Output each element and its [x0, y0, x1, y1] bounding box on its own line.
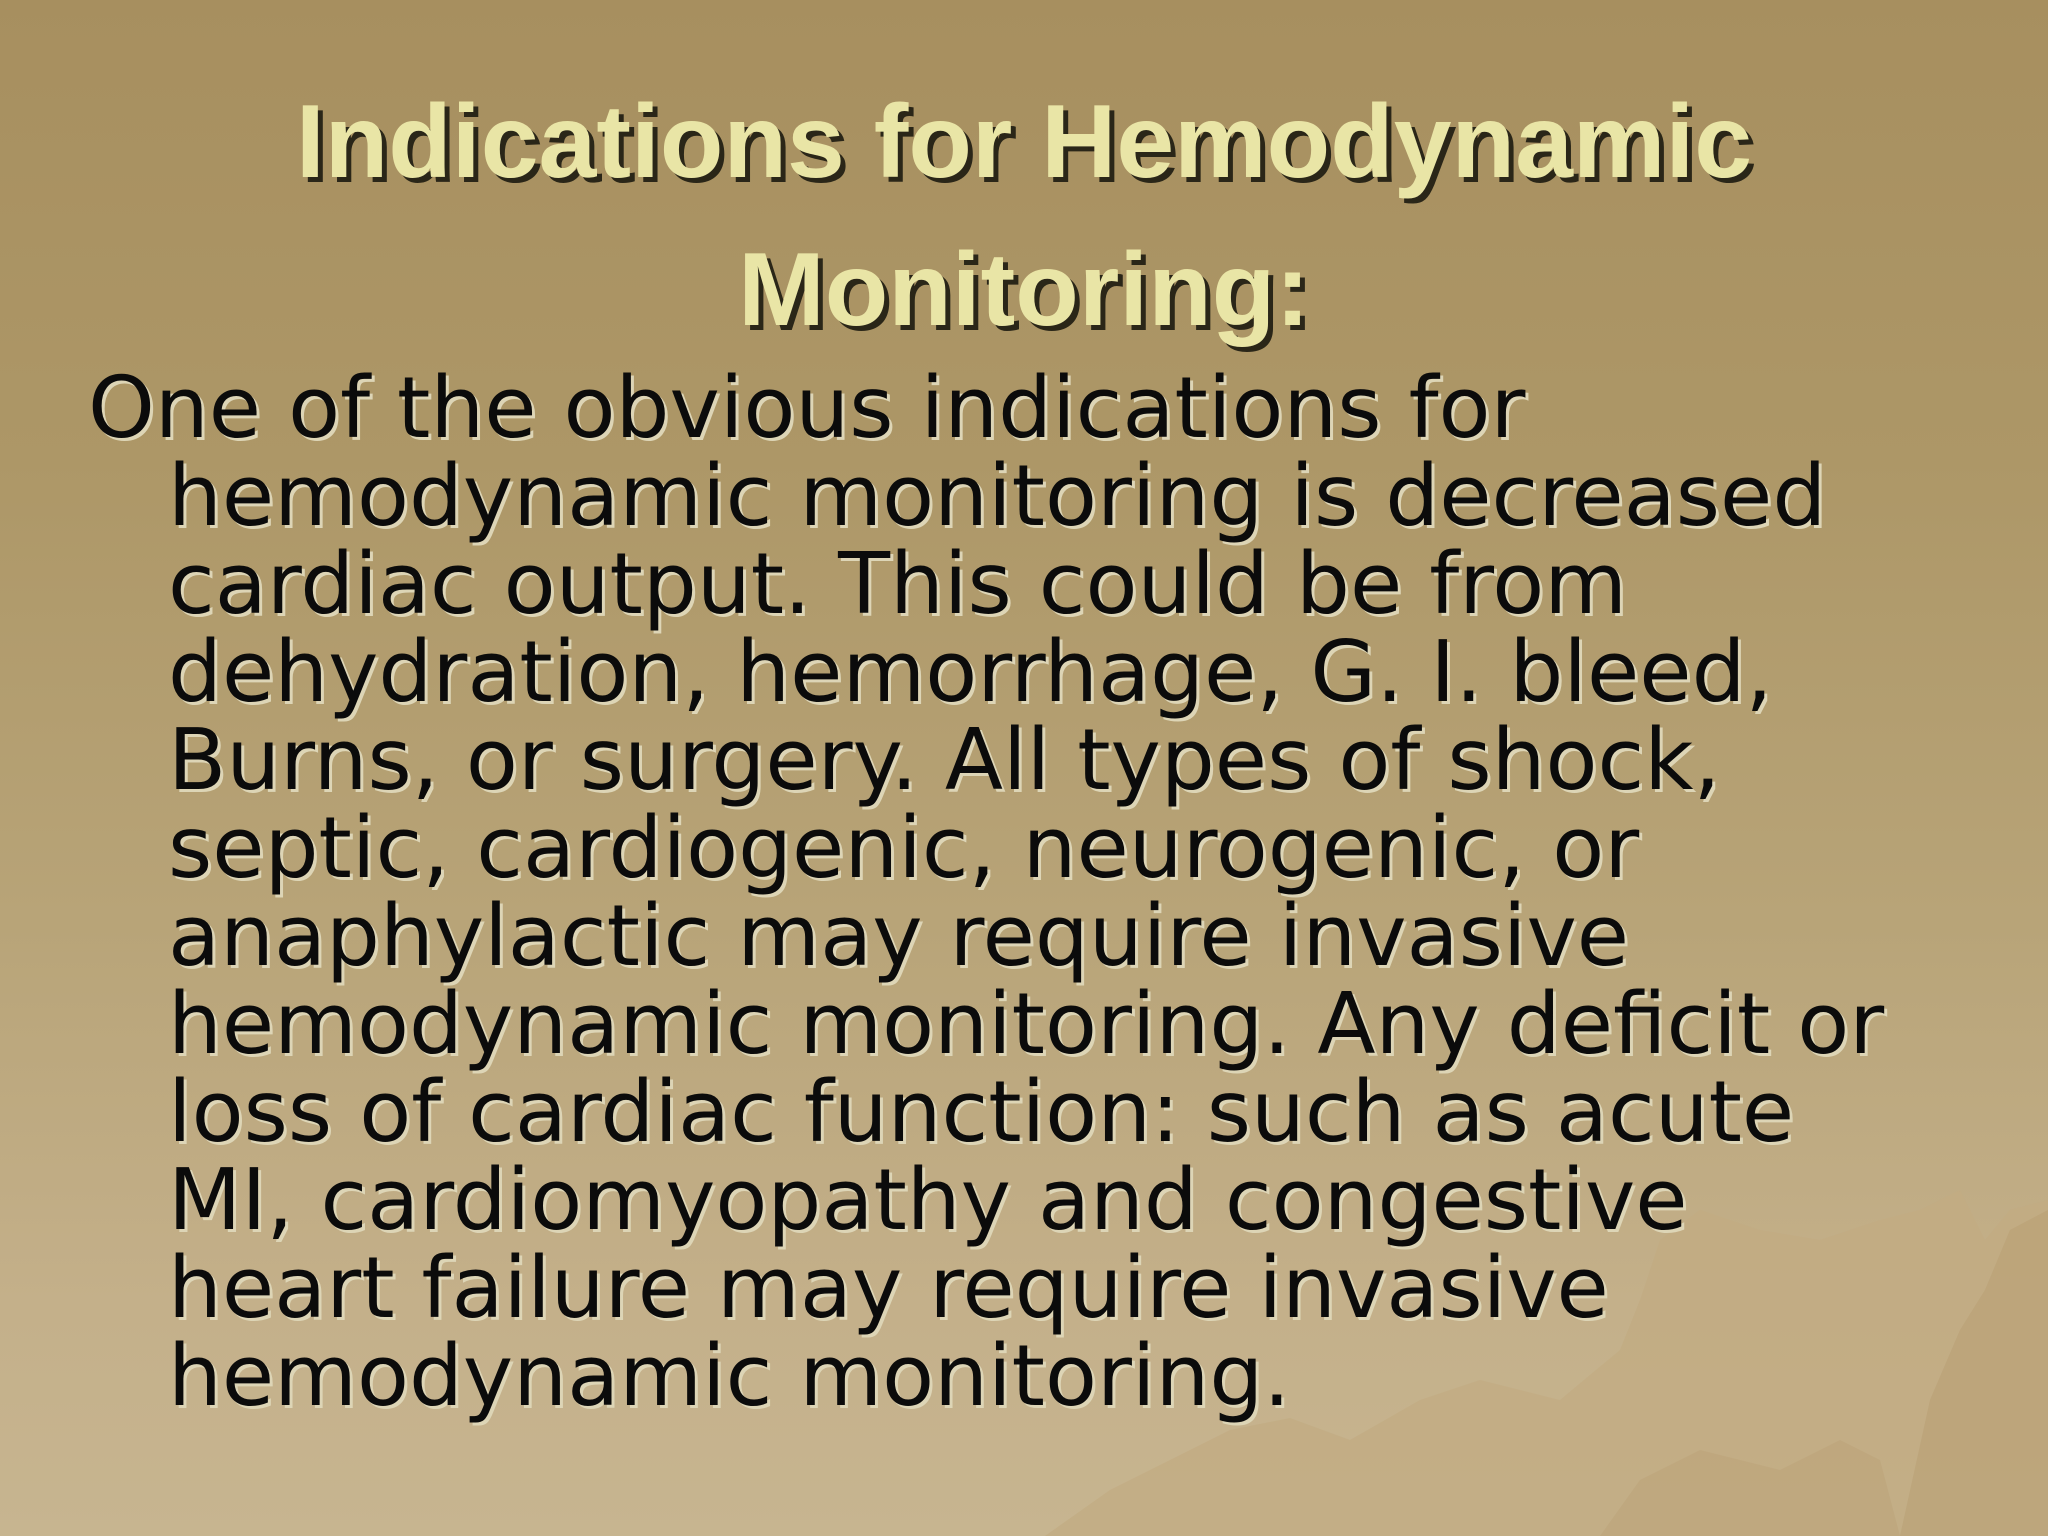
body-line-9: loss of cardiac function: such as acute [168, 1063, 1795, 1162]
title-line-2: Monitoring: [738, 232, 1310, 348]
body-line-10: MI, cardiomyopathy and congestive [168, 1151, 1688, 1250]
title-line-1: Indications for Hemodynamic [295, 84, 1753, 200]
body-line-8: hemodynamic monitoring. Any deficit or [168, 975, 1885, 1074]
body-line-3: cardiac output. This could be from [168, 535, 1628, 634]
body-line-7: anaphylactic may require invasive [168, 887, 1630, 986]
body-line-11: heart failure may require invasive [168, 1239, 1609, 1338]
body-line-12: hemodynamic monitoring. [168, 1327, 1291, 1426]
body-line-6: septic, cardiogenic, neurogenic, or [168, 799, 1640, 898]
body-line-2: hemodynamic monitoring is decreased [168, 447, 1827, 546]
slide-title [0, 68, 2048, 364]
body-line-5: Burns, or surgery. All types of shock, [168, 711, 1721, 810]
body-line-1: One of the obvious indications for [88, 359, 1526, 458]
body-line-4: dehydration, hemorrhage, G. I. bleed, [168, 623, 1773, 722]
body-paragraph [88, 359, 2038, 1426]
